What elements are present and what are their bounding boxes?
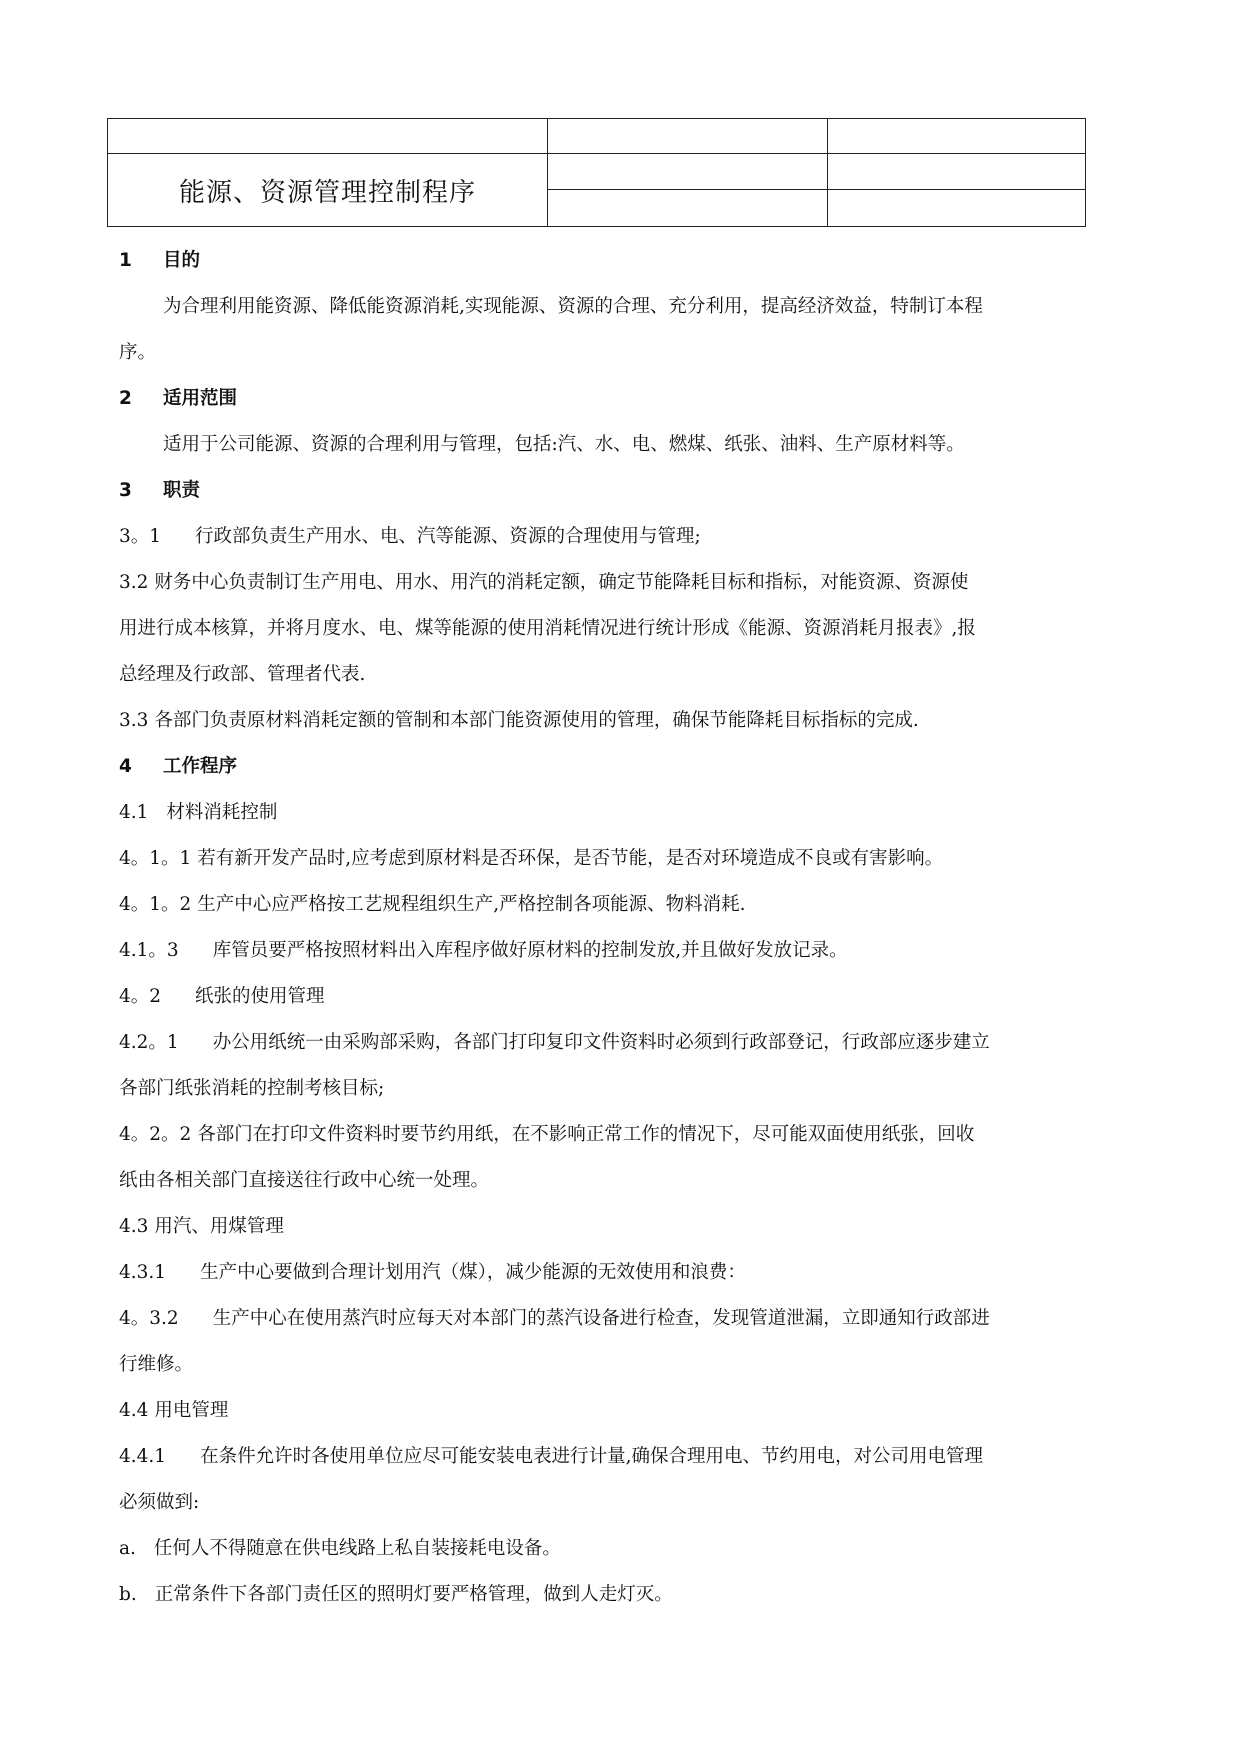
clause-text: 办公用纸统一由采购部采购，各部门打印复印文件资料时必须到行政部登记，行政部应逐步建立: [212, 1032, 990, 1053]
clause-number: 3.3: [119, 710, 149, 731]
section-number: 3: [119, 480, 132, 501]
clause-text: 材料消耗控制: [166, 802, 278, 823]
clause-number: 4.1。3: [119, 940, 179, 961]
section-title: 目的: [163, 250, 201, 271]
clause-text: 库管员要严格按照材料出入库程序做好原材料的控制发放,并且做好发放记录。: [212, 940, 848, 961]
clause-3-3: [119, 698, 1129, 744]
clause-4-2-2: [119, 1112, 1129, 1158]
clause-text: 若有新开发产品时,应考虑到原材料是否环保，是否节能，是否对环境造成不良或有害影响。: [197, 848, 944, 869]
clause-text: 各部门在打印文件资料时要节约用纸，在不影响正常工作的情况下，尽可能双面使用纸张，回收: [197, 1124, 975, 1145]
clause-text: 各部门负责原材料消耗定额的管制和本部门能资源使用的管理，确保节能降耗目标指标的完成.: [154, 710, 919, 731]
clause-4-4-1-cont: 必须做到:: [119, 1492, 200, 1513]
clause-number: 4。1。1: [119, 848, 192, 869]
section-heading-procedure: [119, 744, 1129, 790]
clause-number: 4.4: [119, 1400, 149, 1421]
clause-number: 4。2。2: [119, 1124, 192, 1145]
clause-4-4: [119, 1388, 1129, 1434]
clause-4-1: [119, 790, 1129, 836]
clause-number: 4。2: [119, 986, 162, 1007]
clause-4-4-1: [119, 1434, 1129, 1480]
clause-text: 生产中心要做到合理计划用汽（煤），减少能源的无效使用和浪费：: [200, 1262, 746, 1283]
clause-text: 生产中心应严格按工艺规程组织生产,严格控制各项能源、物料消耗.: [197, 894, 746, 915]
clause-4-1-1: [119, 836, 1129, 882]
clause-number: 4。3.2: [119, 1308, 179, 1329]
clause-4-2-2-cont: 纸由各相关部门直接送往行政中心统一处理。: [119, 1170, 490, 1191]
clause-4-1-2: [119, 882, 1129, 928]
section-heading-purpose: [119, 238, 1129, 284]
section-title: 职责: [163, 480, 201, 501]
header-cell-blank: [108, 119, 548, 154]
document-title: 能源、资源管理控制程序: [108, 154, 548, 227]
list-item-b: [119, 1572, 1129, 1618]
clause-number: 4.3.1: [119, 1262, 167, 1283]
list-marker: b.: [119, 1584, 137, 1605]
header-cell-blank: [828, 119, 1086, 154]
clause-4-2-1: [119, 1020, 1129, 1066]
clause-4-3-2-cont: 行维修。: [119, 1354, 194, 1375]
clause-3-2-cont: 用进行成本核算，并将月度水、电、煤等能源的使用消耗情况进行统计形成《能源、资源消耗月报表》,报: [119, 618, 976, 639]
clause-text: 纸张的使用管理: [195, 986, 325, 1007]
clause-text: 财务中心负责制订生产用电、用水、用汽的消耗定额，确定节能降耗目标和指标，对能资源、资源使: [154, 572, 969, 593]
paragraph: 适用于公司能源、资源的合理利用与管理，包括:汽、水、电、燃煤、纸张、油料、生产原材料等。: [163, 434, 965, 455]
clause-4-1-3: [119, 928, 1129, 974]
clause-3-1: [119, 514, 1129, 560]
paragraph: 为合理利用能资源、降低能资源消耗,实现能源、资源的合理、充分利用，提高经济效益，特制订本程: [163, 296, 983, 317]
clause-text: 用电管理: [154, 1400, 229, 1421]
list-marker: a.: [119, 1538, 136, 1559]
section-number: 4: [119, 756, 132, 777]
section-title: 工作程序: [163, 756, 238, 777]
clause-4-2: [119, 974, 1129, 1020]
clause-number: 4.1: [119, 802, 149, 823]
clause-4-3: [119, 1204, 1129, 1250]
clause-3-2: [119, 560, 1129, 606]
clause-4-2-1-cont: 各部门纸张消耗的控制考核目标;: [119, 1078, 385, 1099]
header-cell-blank: [548, 190, 828, 227]
header-cell-blank: [548, 119, 828, 154]
header-cell-blank: [828, 154, 1086, 190]
clause-3-2-cont: 总经理及行政部、管理者代表.: [119, 664, 366, 685]
clause-text: 生产中心在使用蒸汽时应每天对本部门的蒸汽设备进行检查，发现管道泄漏，立即通知行政部进: [212, 1308, 990, 1329]
list-item-text: 正常条件下各部门责任区的照明灯要严格管理，做到人走灯灭。: [154, 1584, 673, 1605]
clause-text: 用汽、用煤管理: [154, 1216, 284, 1237]
clause-number: 4。1。2: [119, 894, 192, 915]
clause-4-3-2: [119, 1296, 1129, 1342]
header-cell-blank: [548, 154, 828, 190]
clause-number: 4.4.1: [119, 1446, 167, 1467]
section-number: 2: [119, 388, 132, 409]
clause-number: 3。1: [119, 526, 162, 547]
clause-number: 4.3: [119, 1216, 149, 1237]
clause-4-3-1: [119, 1250, 1129, 1296]
header-cell-blank: [828, 190, 1086, 227]
section-number: 1: [119, 250, 132, 271]
list-item-a: [119, 1526, 1129, 1572]
clause-text: 行政部负责生产用水、电、汽等能源、资源的合理使用与管理;: [195, 526, 701, 547]
clause-number: 4.2。1: [119, 1032, 179, 1053]
list-item-text: 任何人不得随意在供电线路上私自装接耗电设备。: [153, 1538, 561, 1559]
section-heading-responsibilities: [119, 468, 1129, 514]
document-body: [119, 238, 1129, 1618]
clause-number: 3.2: [119, 572, 149, 593]
clause-text: 在条件允许时各使用单位应尽可能安装电表进行计量,确保合理用电、节约用电，对公司用电管理: [200, 1446, 983, 1467]
paragraph: 序。: [119, 342, 157, 363]
section-heading-scope: [119, 376, 1129, 422]
document-header-table: [107, 118, 1086, 227]
section-title: 适用范围: [163, 388, 238, 409]
